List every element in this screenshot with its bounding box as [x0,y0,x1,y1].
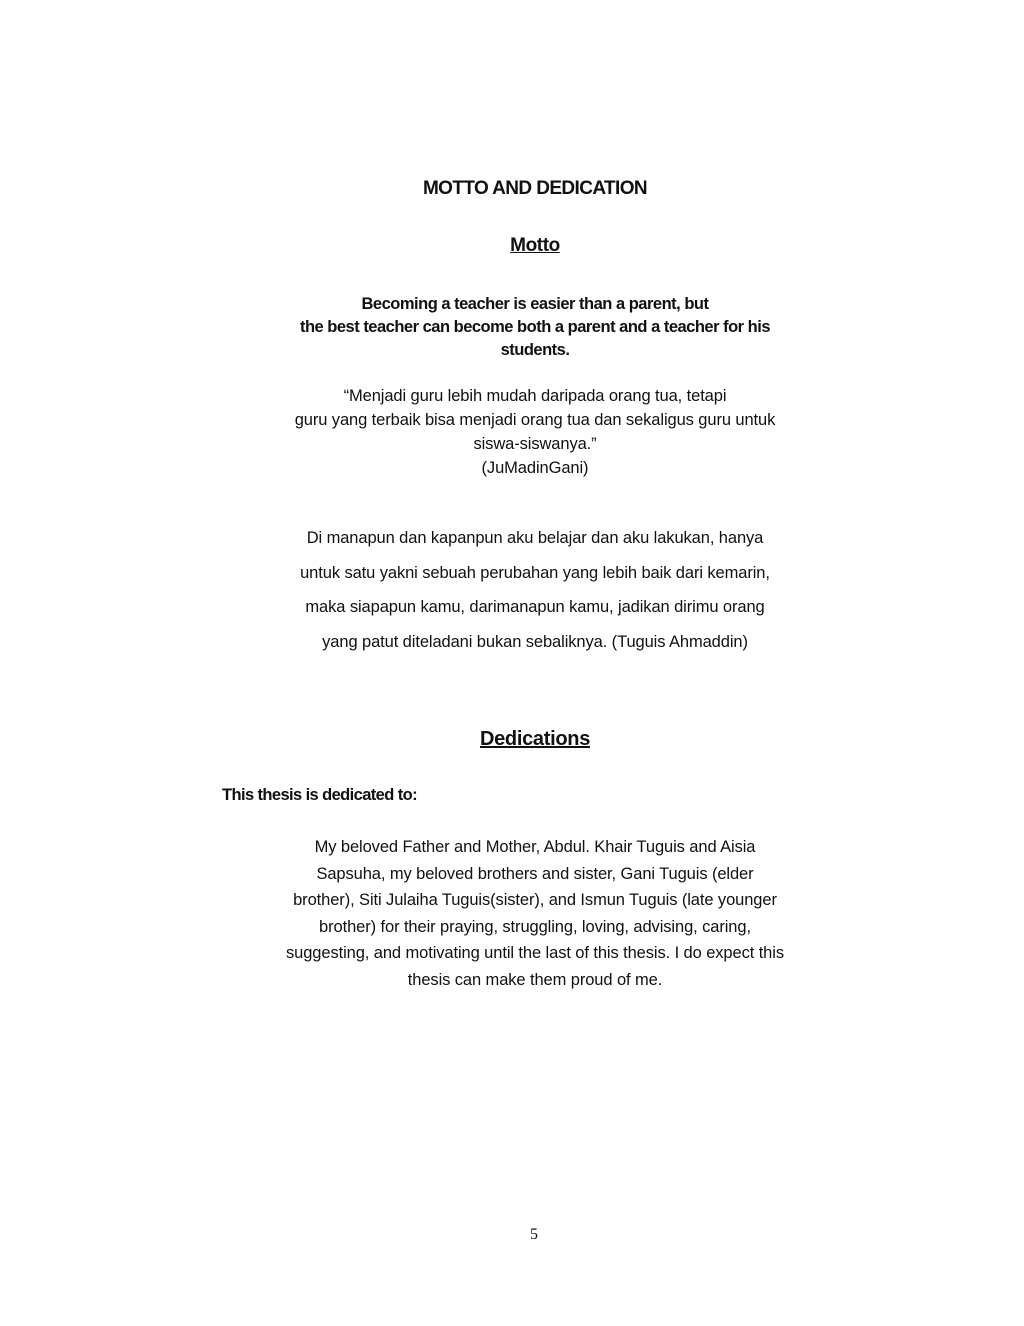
motto-attribution: (JuMadinGani) [481,459,589,477]
second-quote-line: untuk satu yakni sebuah perubahan yang lebih baik dari kemarin, [300,563,770,582]
motto-english-line: the best teacher can become both a parent and a teacher for his [299,318,771,336]
motto-indonesian-line: guru yang terbaik bisa menjadi orang tua dan sekaligus guru untuk [294,411,776,429]
second-quote-line: Di manapun dan kapanpun aku belajar dan aku lakukan, hanya [306,529,764,547]
dedication-line: brother) for their praying, struggling, loving, advising, caring, [319,917,751,936]
second-quote-line: maka siapapun kamu, darimanapun kamu, jadikan dirimu orang [305,598,765,616]
motto-english [222,293,848,362]
second-quote [222,521,848,659]
motto-indonesian-line: siswa-siswanya.” [473,435,597,453]
dedications-heading: Dedications [479,728,591,750]
dedication-line: brother), Siti Julaiha Tuguis(sister), and Ismun Tuguis (late younger [293,891,777,909]
page-title: MOTTO AND DEDICATION [422,178,648,199]
dedication-line: thesis can make them proud of me. [407,970,663,989]
page-number: 5 [530,1226,538,1243]
dedication-line: suggesting, and motivating until the last of this thesis. I do expect this [286,944,784,962]
motto-heading: Motto [510,235,560,256]
dedication-body [222,834,848,993]
dedication-line: My beloved Father and Mother, Abdul. Khair Tuguis and Aisia [314,838,756,856]
dedication-intro: This thesis is dedicated to: [222,786,417,804]
motto-indonesian-line: “Menjadi guru lebih mudah daripada orang tua, tetapi [343,387,727,405]
dedication-line: Sapsuha, my beloved brothers and sister, Gani Tuguis (elder [316,864,754,883]
motto-indonesian [222,384,848,480]
motto-english-line: students. [500,341,570,359]
motto-english-line: Becoming a teacher is easier than a parent, but [361,295,709,313]
second-quote-line: yang patut diteladani bukan sebaliknya. (Tuguis Ahmaddin) [322,632,748,651]
